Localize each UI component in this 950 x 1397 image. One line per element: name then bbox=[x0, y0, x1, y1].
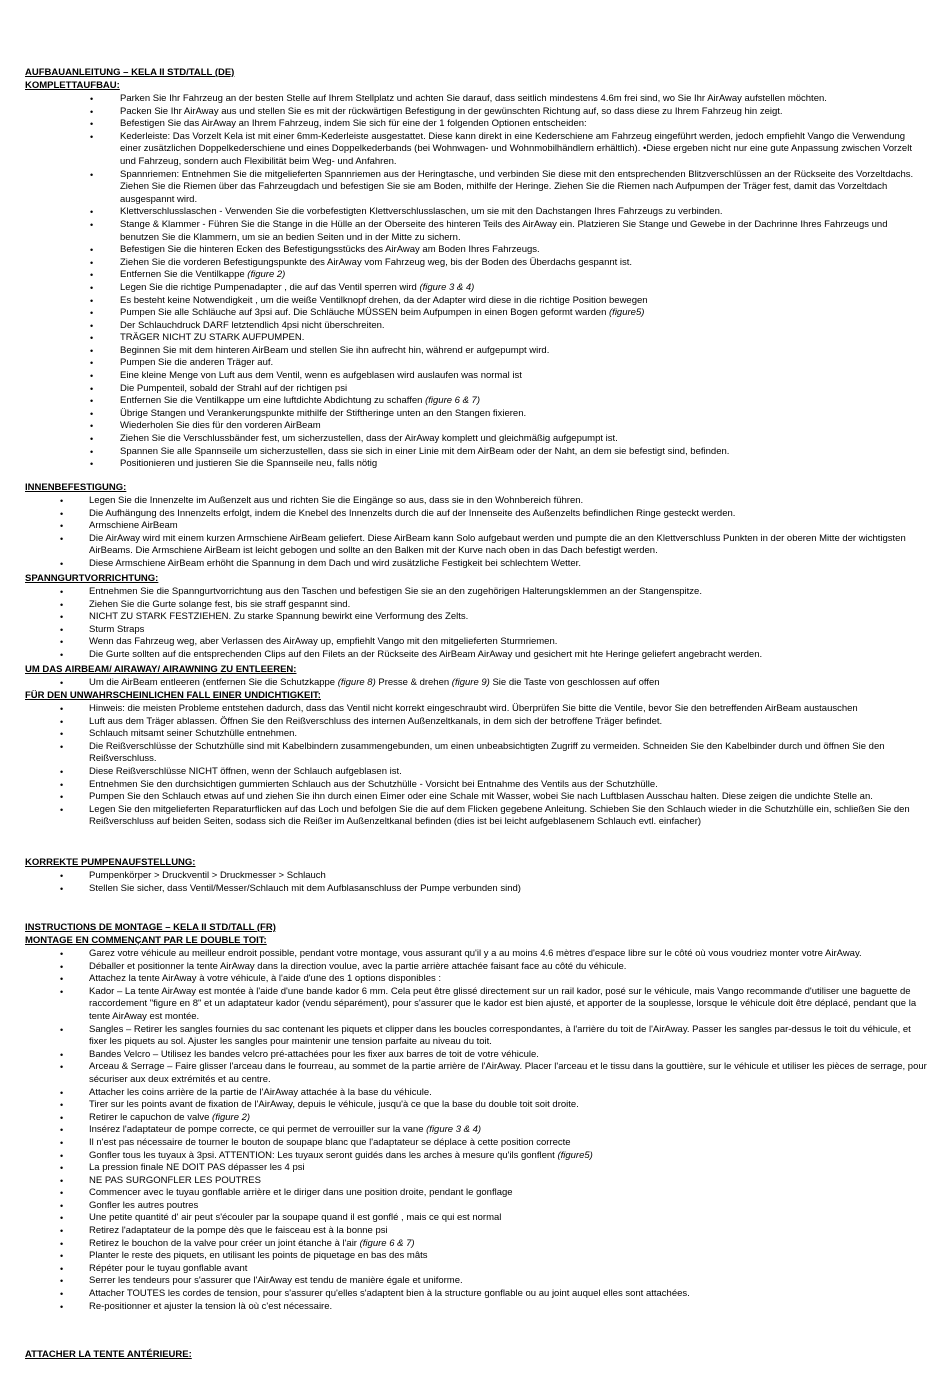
list-item: • Tirer sur les points avant de fixation de l'AirAway, depuis le véhicule, jusqu'à ce que la base du double toit soit droite. bbox=[89, 1099, 929, 1112]
list-item: • Pumpen Sie die anderen Träger auf. bbox=[120, 357, 920, 370]
list-item: • Sturm Straps bbox=[89, 624, 949, 637]
list-item: • Insérez l'adaptateur de pompe correcte, ce qui permet de verrouiller sur la vane (figure 3 & 4) bbox=[89, 1124, 929, 1137]
list-item: • Ziehen Sie die Verschlussbänder fest, um sicherzustellen, dass der AirAway komplett und gleichmäßig aufgepumpt ist. bbox=[120, 433, 920, 446]
figure-ref: (figure 2) bbox=[247, 269, 286, 281]
list-item: • NE PAS SURGONFLER LES POUTRES bbox=[89, 1175, 929, 1188]
list-item: • Répéter pour le tuyau gonflable avant bbox=[89, 1263, 929, 1276]
list-item: • Parken Sie Ihr Fahrzeug an der besten Stelle auf Ihrem Stellplatz und achten Sie darauf, dass seitlich mindestens 4.6m frei sind, wo Sie Ihr AirAway aufstellen möchten. bbox=[120, 93, 920, 106]
list-item: • Die Gurte sollten auf die entsprechenden Clips auf den Filets an der Rückseite des AirBeam AirAway und gesichert mit hte Heringe geliefert angebracht werden. bbox=[89, 649, 949, 662]
attacher-heading: ATTACHER LA TENTE ANTÉRIEURE: bbox=[25, 1349, 192, 1360]
list-item: • Déballer et positionner la tente AirAway dans la direction voulue, avec la partie arrière attachée faisant face au côté du véhicule. bbox=[89, 961, 929, 974]
montage-heading: MONTAGE EN COMMENÇANT PAR LE DOUBLE TOIT: bbox=[25, 935, 267, 946]
list-item: • Pumpen Sie den Schlauch etwas auf und ziehen Sie ihn durch einen Eimer oder eine Schale mit Wasser, wobei Sie nach Luftblasen Ausschau halten. Diese zeigen die undichte Stelle an. bbox=[89, 791, 949, 804]
list-item: • TRÄGER NICHT ZU STARK AUFPUMPEN. bbox=[120, 332, 920, 345]
figure-ref: (figure 6 & 7) bbox=[425, 395, 481, 407]
spanngurt-list bbox=[89, 586, 949, 662]
komplettaufbau-list bbox=[120, 93, 920, 471]
figure-ref: (figure 9) bbox=[451, 677, 490, 688]
list-item: • Positionieren und justieren Sie die Spannseile neu, falls nötig bbox=[120, 458, 920, 471]
list-item: • Sangles – Retirer les sangles fournies du sac contenant les piquets et clipper dans les boucles correspondantes, à l'arrière du toit de l'AirAway. Passer les sangles par-dessus le toit du véhicule, et fixer les piquets au sol. Ajuster les sangles pour maintenir une tension parfaite au niveau du toit. bbox=[89, 1024, 929, 1049]
pumpenaufstellung-heading: KORREKTE PUMPENAUFSTELLUNG: bbox=[25, 857, 196, 868]
list-item: • Die AirAway wird mit einem kurzen Armschiene AirBeam geliefert. Diese AirBeam kann Solo aufgebaut werden und pumpte die an den Klettverschluss Punkten in der oberen Mitte der wichtigsten AirBeams. Die Armschiene AirBeam ist leicht gebogen und sollte an den Balken mit der Kurve nach oben in das Dach befestigt werden. bbox=[89, 533, 949, 558]
list-item: • Bandes Velcro – Utilisez les bandes velcro pré-attachées pour les fixer aux barres de toit de votre véhicule. bbox=[89, 1049, 929, 1062]
montage-list bbox=[89, 948, 929, 1313]
entleeren-list bbox=[89, 677, 949, 690]
list-item: • Attachez la tente AirAway à votre véhicule, à l'aide d'une des 1 options disponibles : bbox=[89, 973, 929, 986]
figure-ref: (figure5) bbox=[557, 1149, 593, 1161]
list-item: • Luft aus dem Träger ablassen. Öffnen Sie den Reißverschluss des internen Außenzeltkanals, in dem sich der betroffene Träger befindet. bbox=[89, 716, 949, 729]
list-item: • Spannriemen: Entnehmen Sie die mitgelieferten Spannriemen aus der Heringtasche, und verbinden Sie diese mit den entsprechenden Blitzverschlüssen an der Rückseite des Vorzeltdachs. Ziehen Sie die Riemen über das Fahrzeugdach und befestigen Sie sie am Boden, mithilfe der Heringe. Ziehen Sie die Riemen nach Aufpumpen der Träger fest, damit das Vorzeltdach ausgespannt wird. bbox=[120, 169, 920, 207]
figure-ref: (figure 8) bbox=[337, 677, 376, 688]
list-item: • Diese Armschiene AirBeam erhöht die Spannung in dem Dach und wird zusätzliche Festigkeit bei schlechtem Wetter. bbox=[89, 558, 949, 571]
list-item: • La pression finale NE DOIT PAS dépasser les 4 psi bbox=[89, 1162, 929, 1175]
list-item: • Stange & Klammer - Führen Sie die Stange in die Hülle an der Oberseite des hinteren Teils des AirAway ein. Platzieren Sie Stange und Gewebe in der Dachrinne Ihres Fahrzeugs und benutzen Sie die Klammern, um sie an bedien Seiten und in der Mitte zu sichern. bbox=[120, 219, 920, 244]
list-item: • Entfernen Sie die Ventilkappe (figure 2) bbox=[120, 269, 920, 282]
list-item: • Wiederholen Sie dies für den vorderen AirBeam bbox=[120, 420, 920, 433]
list-item: • Klettverschlusslaschen - Verwenden Sie die vorbefestigten Klettverschlusslaschen, um sie mit den Dachstangen Ihres Fahrzeugs zu verbinden. bbox=[120, 206, 920, 219]
list-item: • Une petite quantité d' air peut s'écouler par la soupape quand il est gonflé , mais ce qui est normal bbox=[89, 1212, 929, 1225]
list-item: • Spannen Sie alle Spannseile um sicherzustellen, dass sie sich in einer Linie mit dem AirBeam oder der Naht, an dem sie befestigt sind, befinden. bbox=[120, 446, 920, 459]
list-item: • Legen Sie den mitgelieferten Reparaturflicken auf das Loch und befolgen Sie die auf dem Flicken gegebene Anleitung. Schieben Sie den Schlauch wieder in die Schutzhülle ein, schließen Sie den Reißverschluss auf beiden Seiten, sodass sich die Reißer im Außenzeltkanal befinden (dies ist bei leicht aufgeblasenem Schlauch evtl. einfacher) bbox=[89, 804, 949, 829]
list-item: • Planter le reste des piquets, en utilisant les points de piquetage en bas des mâts bbox=[89, 1250, 929, 1263]
komplettaufbau-heading: KOMPLETTAUFBAU: bbox=[25, 80, 120, 91]
list-item: • Ziehen Sie die Gurte solange fest, bis sie straff gespannt sind. bbox=[89, 599, 949, 612]
list-item: • Il n'est pas nécessaire de tourner le bouton de soupape blanc que l'adaptateur se déplace à cette position correcte bbox=[89, 1137, 929, 1150]
list-item: • Kederleiste: Das Vorzelt Kela ist mit einer 6mm-Kederleiste ausgestattet. Diese kann direkt in eine Kederschiene am Fahrzeug eingeführt werden, jedoch empfiehlt Vango die Verwendung einer zusätzlichen Doppelkederschiene und eines Doppelkederbands (bei Wohnwagen- und Wohnmobilhändlern erhältlich). •Diese ergeben nicht nur eine gute Anpassung zwischen Vorzelt und Fahrzeug, sondern auch Flexibilität beim Weg- und Anfahren. bbox=[120, 131, 920, 169]
list-item: • Legen Sie die Innenzelte im Außenzelt aus und richten Sie die Eingänge so aus, dass sie in den Wohnbereich führen. bbox=[89, 495, 949, 508]
list-item: • Um die AirBeam entleeren (entfernen Sie die Schutzkappe (figure 8) Presse & drehen (figure 9) Sie die Taste von geschlossen auf offen bbox=[89, 677, 949, 690]
list-item: • Wenn das Fahrzeug weg, aber Verlassen des AirAway up, empfiehlt Vango mit den mitgelieferten Sturmriemen. bbox=[89, 636, 949, 649]
list-item: • Schlauch mitsamt seiner Schutzhülle entnehmen. bbox=[89, 728, 949, 741]
list-item: • Die Reißverschlüsse der Schutzhülle sind mit Kabelbindern zusammengebunden, um einen unbeabsichtigten Zugriff zu vermeiden. Schneiden Sie den Kabelbinder durch und öffnen Sie den Reißverschluss. bbox=[89, 741, 949, 766]
innenbefestigung-heading: INNENBEFESTIGUNG: bbox=[25, 482, 127, 493]
undichtigkeit-list bbox=[89, 703, 949, 829]
list-item: • Attacher TOUTES les cordes de tension, pour s'assurer qu'elles s'adaptent bien à la structure gonflable ou au joint auquel elles sont attachées. bbox=[89, 1288, 929, 1301]
list-item: • Commencer avec le tuyau gonflable arrière et le diriger dans une position droite, pendant le gonflage bbox=[89, 1187, 929, 1200]
figure-ref: (figure5) bbox=[609, 307, 645, 319]
list-item: • Befestigen Sie das AirAway an Ihrem Fahrzeug, indem Sie sich für eine der 1 folgenden Optionen entscheiden: bbox=[120, 118, 920, 131]
list-item: • Kador – La tente AirAway est montée à l'aide d'une bande kador 6 mm. Cela peut être glissé directement sur un rail kador, posé sur le véhicule, mais Vango recommande d'utiliser une baguette de raccordement "figure en 8" et un adaptateur kador (vendu séparément), pour s'assurer que le kador est bien ajusté, et apporter de la souplesse, lorsque le véhicule doit être déplacé, pendant que la tente AirAway est montée. bbox=[89, 986, 929, 1024]
list-item: • Retirer le capuchon de valve (figure 2) bbox=[89, 1112, 929, 1125]
list-item: • Übrige Stangen und Verankerungspunkte mithilfe der Stiftheringe unten an den Stangen fixieren. bbox=[120, 408, 920, 421]
list-item: • Arceau & Serrage – Faire glisser l'arceau dans le fourreau, au sommet de la partie arrière de l'AirAway. Placer l'arceau et le tissu dans la gouttière, sur le véhicule et utiliser les pièces de serrage, pour sécuriser aux deux extrémités et au centre. bbox=[89, 1061, 929, 1086]
list-item: • Pumpenkörper > Druckventil > Druckmesser > Schlauch bbox=[89, 870, 949, 883]
list-item: • Beginnen Sie mit dem hinteren AirBeam und stellen Sie ihn aufrecht hin, während er aufgepumpt wird. bbox=[120, 345, 920, 358]
list-item: • Re-positionner et ajuster la tension là où c'est nécessaire. bbox=[89, 1301, 929, 1314]
list-item: • Die Aufhängung des Innenzelts erfolgt, indem die Knebel des Innenzelts durch die auf der Innenseite des Außenzelts befindlichen Ringe gesteckt werden. bbox=[89, 508, 949, 521]
list-item: • Gonfler tous les tuyaux à 3psi. ATTENTION: Les tuyaux seront guidés dans les arches à mesure qu'ils gonflent (figure5) bbox=[89, 1150, 929, 1163]
list-item: • Entnehmen Sie die Spanngurtvorrichtung aus den Taschen und befestigen Sie sie an den zugehörigen Halterungsklemmen an der Stangenspitze. bbox=[89, 586, 949, 599]
list-item: • Packen Sie Ihr AirAway aus und stellen Sie es mit der rückwärtigen Befestigung in der gewünschten Richtung auf, so dass diese zu Ihrem Fahrzeug hin zeigt. bbox=[120, 106, 920, 119]
list-item: • Pumpen Sie alle Schläuche auf 3psi auf. Die Schläuche MÜSSEN beim Aufpumpen in einen Bogen geformt warden (figure5) bbox=[120, 307, 920, 320]
list-item: • Retirez le bouchon de la valve pour créer un joint étanche à l'air (figure 6 & 7) bbox=[89, 1238, 929, 1251]
list-item: • Legen Sie die richtige Pumpenadapter , die auf das Ventil sperren wird (figure 3 & 4) bbox=[120, 282, 920, 295]
list-item: • Der Schlauchdruck DARF letztendlich 4psi nicht überschreiten. bbox=[120, 320, 920, 333]
list-item: • Die Pumpenteil, sobald der Strahl auf der richtigen psi bbox=[120, 383, 920, 396]
spanngurt-heading: SPANNGURTVORRICHTUNG: bbox=[25, 573, 159, 584]
list-item: • Es besteht keine Notwendigkeit , um die weiße Ventilknopf drehen, da der Adapter wird diese in die richtige Position bewegen bbox=[120, 295, 920, 308]
list-item: • Entnehmen Sie den durchsichtigen gummierten Schlauch aus der Schutzhülle - Vorsicht bei Entnahme des Ventils aus der Schutzhülle. bbox=[89, 779, 949, 792]
undichtigkeit-heading: FÜR DEN UNWAHRSCHEINLICHEN FALL EINER UNDICHTIGKEIT: bbox=[25, 690, 321, 701]
list-item: • Stellen Sie sicher, dass Ventil/Messer/Schlauch mit dem Aufblasanschluss der Pumpe verbunden sind) bbox=[89, 883, 949, 896]
list-item: • NICHT ZU STARK FESTZIEHEN. Zu starke Spannung bewirkt eine Verformung des Zelts. bbox=[89, 611, 949, 624]
figure-ref: (figure 6 & 7) bbox=[359, 1237, 415, 1249]
list-item: • Entfernen Sie die Ventilkappe um eine luftdichte Abdichtung zu schaffen (figure 6 & 7) bbox=[120, 395, 920, 408]
list-item: • Attacher les coins arrière de la partie de l'AirAway attachée à la base du véhicule. bbox=[89, 1087, 929, 1100]
fr-title: INSTRUCTIONS DE MONTAGE – KELA II STD/TALL (FR) bbox=[25, 922, 276, 933]
figure-ref: (figure 3 & 4) bbox=[419, 281, 475, 293]
list-item: • Retirez l'adaptateur de la pompe dès que le faisceau est à la bonne psi bbox=[89, 1225, 929, 1238]
innenbefestigung-list bbox=[89, 495, 949, 571]
list-item: • Eine kleine Menge von Luft aus dem Ventil, wenn es aufgeblasen wird auslaufen was normal ist bbox=[120, 370, 920, 383]
list-item: • Serrer les tendeurs pour s'assurer que l'AirAway est tendu de manière égale et uniforme. bbox=[89, 1275, 929, 1288]
figure-ref: (figure 3 & 4) bbox=[426, 1124, 482, 1136]
de-title: AUFBAUANLEITUNG – KELA II STD/TALL (DE) bbox=[25, 67, 235, 78]
pumpenaufstellung-list bbox=[89, 870, 949, 895]
list-item: • Diese Reißverschlüsse NICHT öffnen, wenn der Schlauch aufgeblasen ist. bbox=[89, 766, 949, 779]
list-item: • Gonfler les autres poutres bbox=[89, 1200, 929, 1213]
list-item: • Garez votre véhicule au meilleur endroit possible, pendant votre montage, vous assurant qu'il y a au moins 4.6 mètres d'espace libre sur le côté où vous voudriez monter votre AirAway. bbox=[89, 948, 929, 961]
list-item: • Hinweis: die meisten Probleme entstehen dadurch, dass das Ventil nicht korrekt eingeschraubt wird. Überprüfen Sie bitte die Ventile, bevor Sie den betreffenden AirBeam austauschen bbox=[89, 703, 949, 716]
list-item: • Befestigen Sie die hinteren Ecken des Befestigungsstücks des AirAway am Boden Ihres Fahrzeugs. bbox=[120, 244, 920, 257]
list-item: • Ziehen Sie die vorderen Befestigungspunkte des AirAway vom Fahrzeug weg, bis der Boden des Überdachs gespannt ist. bbox=[120, 257, 920, 270]
entleeren-heading: UM DAS AIRBEAM/ AIRAWAY/ AIRAWNING ZU ENTLEEREN: bbox=[25, 664, 297, 675]
list-item: • Armschiene AirBeam bbox=[89, 520, 949, 533]
figure-ref: (figure 2) bbox=[212, 1111, 251, 1123]
